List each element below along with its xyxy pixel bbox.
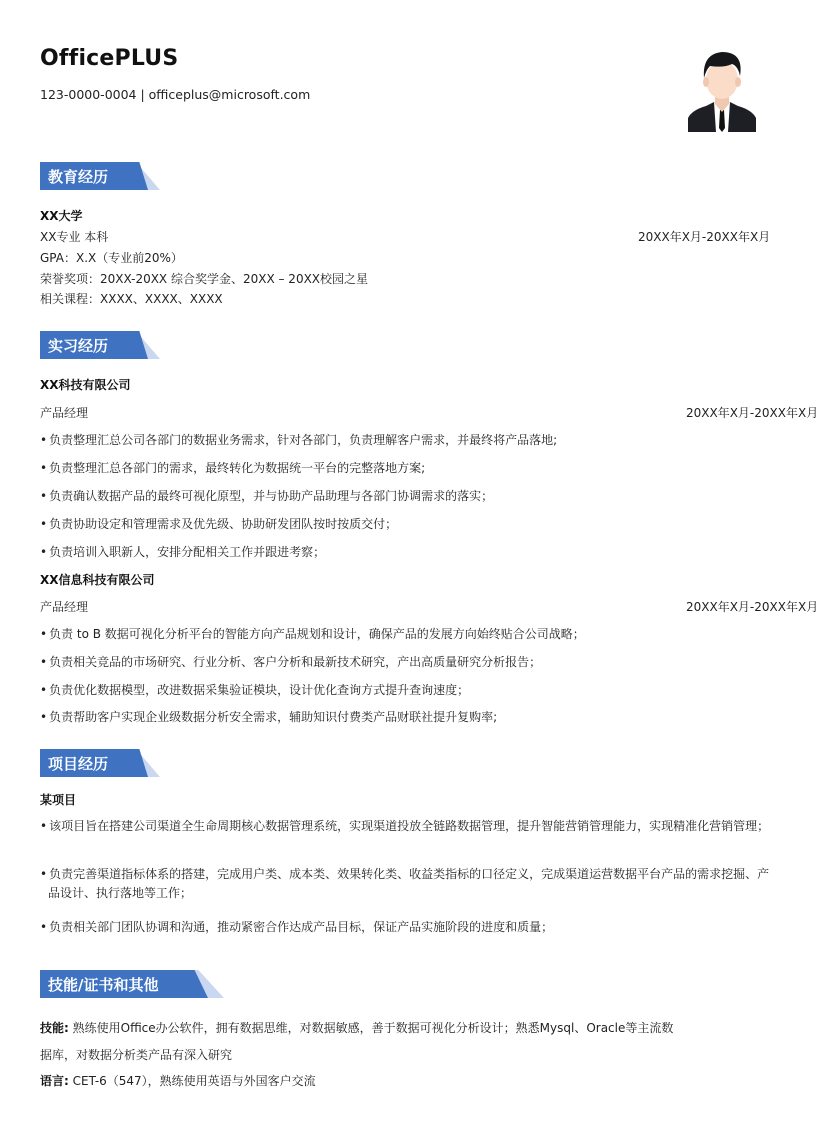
skills-line (40, 1019, 760, 1036)
section-title: 实习经历 (48, 337, 109, 355)
list-item: • 负责相关竞品的市场研究、行业分析、客户分析和最新技术研究，产出高质量研究分析报告； (40, 653, 770, 672)
school-name: XX大学 (40, 209, 83, 223)
section-header-internship (40, 331, 240, 359)
list-item: • 负责帮助客户实现企业级数据分析安全需求，辅助知识付费类产品财联社提升复购率; (40, 708, 770, 727)
section-title: 教育经历 (48, 168, 109, 186)
section-title: 技能/证书和其他 (48, 976, 159, 994)
list-item: • 该项目旨在搭建公司渠道全生命周期核心数据管理系统，实现渠道投放全链路数据管理，提升智能营销管理能力，实现精准化营销管理； (40, 817, 770, 836)
courses: 相关课程：XXXX、XXXX、XXXX (40, 292, 223, 306)
section-header-skills (40, 970, 240, 998)
contact-info: 123-0000-0004 | officeplus@microsoft.com (40, 87, 311, 102)
company-name: XX信息科技有限公司 (40, 573, 155, 587)
list-item: • 负责协助设定和管理需求及优先级、协助研发团队按时按质交付； (40, 515, 770, 534)
section-title: 项目经历 (48, 755, 109, 773)
list-item: • 负责整理汇总公司各部门的数据业务需求，针对各部门，负责理解客户需求，并最终将产品落地; (40, 431, 770, 450)
skill-text: 熟练使用Office办公软件，拥有数据思维，对数据敏感，善于数据可视化分析设计；熟悉Mysql、Oracle等主流数 (68, 1021, 674, 1035)
section-header-project (40, 749, 240, 777)
list-item: • 负责相关部门团队协调和沟通，推动紧密合作达成产品目标，保证产品实施阶段的进度和质量； (40, 918, 770, 937)
list-item: • 负责优化数据模型，改进数据采集验证模块，设计优化查询方式提升查询速度； (40, 681, 770, 700)
section-header-education (40, 162, 240, 190)
language-text: CET-6（547），熟练使用英语与外国客户交流 (68, 1074, 316, 1088)
candidate-name: OfficePLUS (40, 46, 179, 71)
list-item: • 负责确认数据产品的最终可视化原型，并与协助产品助理与各部门协调需求的落实； (40, 487, 770, 506)
major: XX专业 本科 (40, 230, 109, 244)
list-item: • 负责完善渠道指标体系的搭建，完成用户类、成本类、效果转化类、收益类指标的口径定义，完成渠道运营数据平台产品的需求挖掘、产品设计、执行落地等工作； (40, 865, 770, 903)
gpa: GPA：X.X（专业前20%） (40, 251, 183, 265)
company-name: XX科技有限公司 (40, 378, 131, 392)
honors: 荣誉奖项：20XX-20XX 综合奖学金、20XX – 20XX校园之星 (40, 272, 369, 286)
skills-line-continued: 据库，对数据分析类产品有深入研究 (40, 1048, 233, 1062)
list-item: • 负责 to B 数据可视化分析平台的智能方向产品规划和设计，确保产品的发展方向始终贴合公司战略； (40, 625, 770, 644)
list-item: • 负责整理汇总各部门的需求，最终转化为数据统一平台的完整落地方案; (40, 459, 770, 478)
project-name: 某项目 (40, 793, 77, 807)
job-role: 产品经理 (40, 406, 89, 420)
job-dates: 20XX年X月-20XX年X月 (686, 600, 818, 614)
job-dates: 20XX年X月-20XX年X月 (686, 406, 818, 420)
language-line (40, 1072, 760, 1089)
list-item: • 负责培训入职新人，安排分配相关工作并跟进考察； (40, 543, 770, 562)
education-dates: 20XX年X月-20XX年X月 (638, 230, 771, 244)
job-role: 产品经理 (40, 600, 89, 614)
avatar (688, 44, 756, 132)
skill-label: 技能: (40, 1021, 69, 1035)
language-label: 语言: (40, 1074, 69, 1088)
